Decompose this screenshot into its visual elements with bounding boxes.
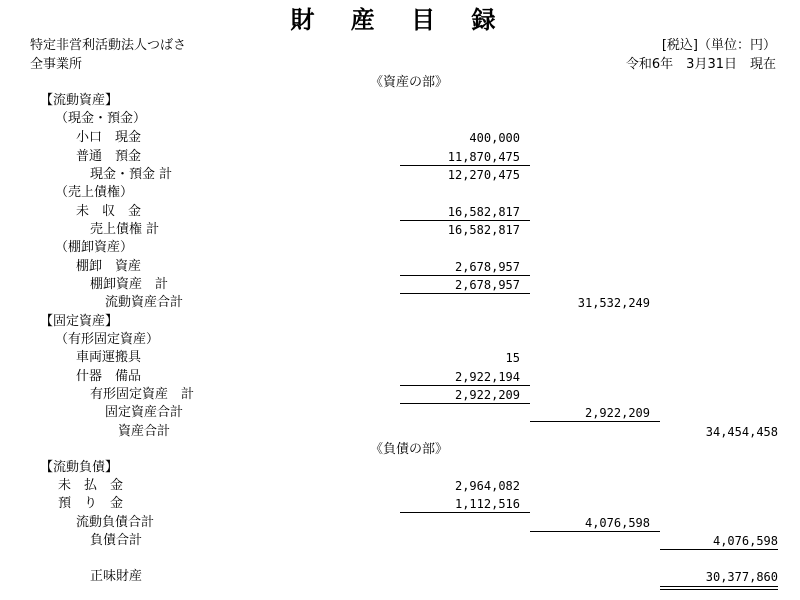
petty-cash-label: 小口 現金: [76, 130, 142, 145]
fixed-assets-heading: 【固定資産】: [40, 314, 119, 329]
subtotal-rule: [660, 549, 778, 550]
cash-total-value: 12,270,475: [447, 168, 520, 182]
assets-total-value: 34,454,458: [705, 425, 778, 439]
current-assets-total-label: 流動資産合計: [105, 295, 184, 310]
inventory-total-value: 2,678,957: [454, 278, 520, 292]
tangible-total-label: 有形固定資産 計: [90, 387, 195, 402]
liability-section-heading: 《負債の部》: [370, 442, 449, 457]
subtotal-rule: [400, 275, 530, 276]
receivables-total-value: 16,582,817: [447, 223, 520, 237]
net-assets-value: 30,377,860: [705, 570, 778, 584]
uncollected-label: 未 収 金: [76, 204, 142, 219]
liabilities-total-label: 負債合計: [90, 533, 143, 548]
inventory-label: 棚卸 資産: [76, 259, 142, 274]
fixtures-value: 2,922,194: [454, 370, 520, 384]
current-assets-heading: 【流動資産】: [40, 93, 119, 108]
deposits-label: 預 り 金: [58, 496, 124, 511]
ordinary-deposit-value: 11,870,475: [447, 150, 520, 164]
subtotal-rule: [530, 421, 660, 422]
organization-name: 特定非営利活動法人つばさ: [30, 38, 187, 53]
unpaid-label: 未 払 金: [58, 478, 124, 493]
asset-section-heading: 《資産の部》: [370, 75, 449, 90]
subtotal-rule: [400, 165, 530, 166]
current-liabilities-heading: 【流動負債】: [40, 460, 119, 475]
vehicles-label: 車両運搬具: [76, 350, 142, 365]
inventory-heading: （棚卸資産）: [55, 240, 134, 255]
subtotal-rule: [400, 220, 530, 221]
inventory-value: 2,678,957: [454, 260, 520, 274]
division-name: 全事業所: [30, 57, 83, 72]
subtotal-rule: [400, 385, 530, 386]
tangible-total-value: 2,922,209: [454, 388, 520, 402]
cash-heading: （現金・預金）: [55, 111, 147, 126]
page-title: 財 産 目 録: [290, 6, 510, 34]
subtotal-rule: [400, 293, 530, 294]
fixed-assets-total-label: 固定資産合計: [105, 405, 184, 420]
ordinary-deposit-label: 普通 預金: [76, 149, 142, 164]
uncollected-value: 16,582,817: [447, 205, 520, 219]
fixed-assets-total-value: 2,922,209: [584, 406, 650, 420]
fixtures-label: 什器 備品: [76, 369, 142, 384]
vehicles-value: 15: [505, 351, 520, 365]
current-liabilities-total-value: 4,076,598: [584, 516, 650, 530]
subtotal-rule: [530, 531, 660, 532]
deposits-value: 1,112,516: [454, 497, 520, 511]
subtotal-rule: [400, 512, 530, 513]
as-of-date: 令和6年 3月31日 現在: [625, 57, 776, 72]
unpaid-value: 2,964,082: [454, 479, 520, 493]
tax-unit-note: [税込]（単位：円）: [661, 38, 776, 53]
tangible-heading: （有形固定資産）: [55, 332, 160, 347]
assets-total-label: 資産合計: [118, 424, 171, 439]
receivables-total-label: 売上債権 計: [90, 222, 160, 237]
total-double-rule: [660, 586, 778, 590]
receivables-heading: （売上債権）: [55, 185, 134, 200]
cash-total-label: 現金・預金 計: [90, 167, 173, 182]
current-assets-total-value: 31,532,249: [577, 296, 650, 310]
subtotal-rule: [400, 403, 530, 404]
inventory-total-label: 棚卸資産 計: [90, 277, 169, 292]
petty-cash-value: 400,000: [469, 131, 520, 145]
current-liabilities-total-label: 流動負債合計: [76, 515, 155, 530]
liabilities-total-value: 4,076,598: [712, 534, 778, 548]
net-assets-label: 正味財産: [90, 569, 143, 584]
